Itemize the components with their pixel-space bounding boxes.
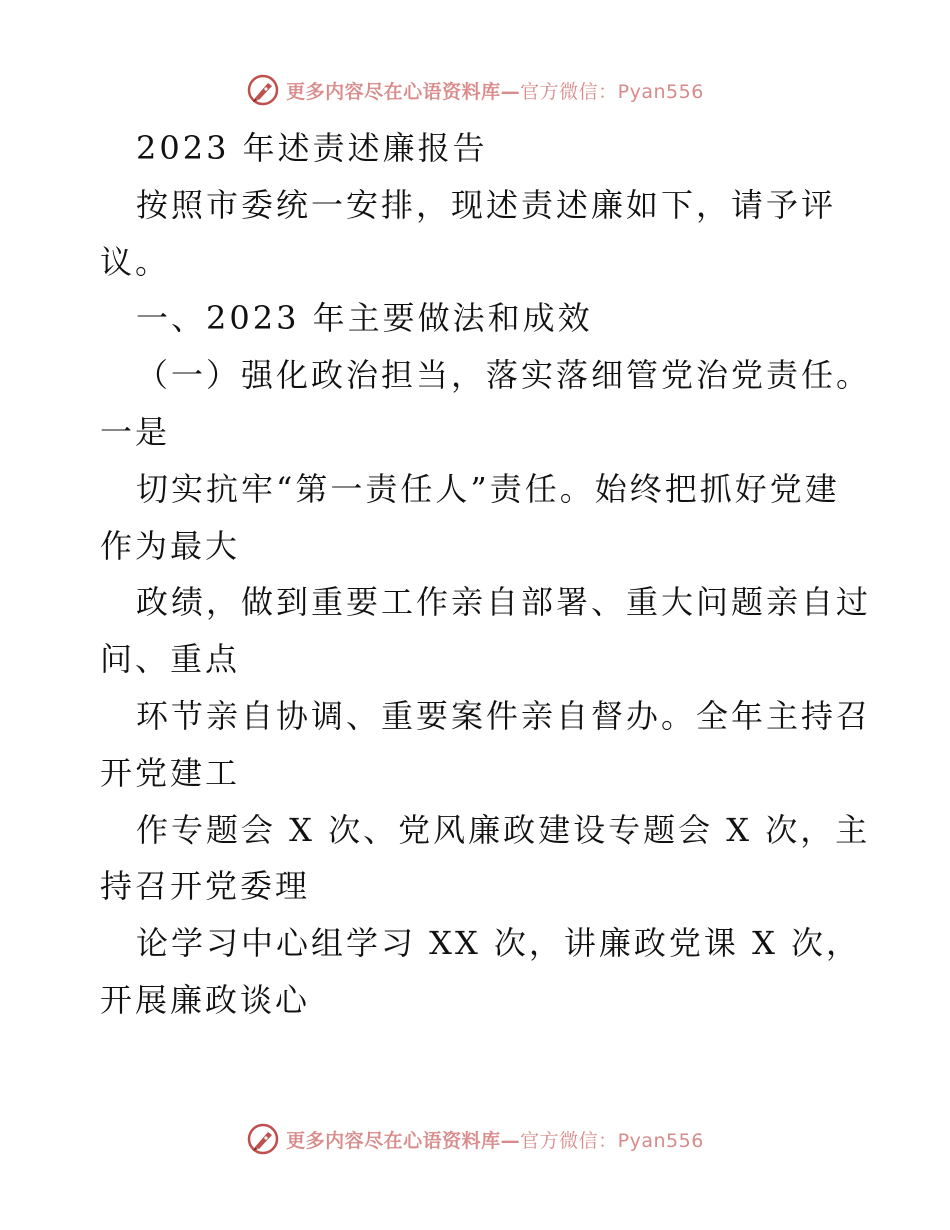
footer-banner <box>0 1119 950 1159</box>
section-heading: 一、2023 年主要做法和成效 <box>136 299 593 338</box>
paragraph-line: 一是 <box>100 412 171 451</box>
document-body <box>100 120 872 1029</box>
banner-sub-text: 官方微信：Pyan556 <box>520 1129 704 1152</box>
banner-text <box>286 1126 704 1153</box>
banner-main-text: 更多内容尽在心语资料库 <box>286 1129 501 1152</box>
paragraph-line: 作为最大 <box>100 526 241 565</box>
paragraph-line: 切实抗牢“第一责任人”责任。始终把抓好党建 <box>136 469 840 508</box>
banner-dash: — <box>500 80 521 103</box>
paragraph-line: 按照市委统一安排，现述责述廉如下，请予评 <box>136 185 837 224</box>
paragraph-line: 开展廉政谈心 <box>100 980 311 1019</box>
header-banner <box>0 70 950 110</box>
banner-sub-text: 官方微信：Pyan556 <box>520 80 704 103</box>
paragraph-line: 开党建工 <box>100 753 241 792</box>
paragraph-line: 政绩，做到重要工作亲自部署、重大问题亲自过 <box>136 583 872 622</box>
banner-text <box>286 77 704 104</box>
pen-logo-icon <box>246 1122 280 1156</box>
pen-logo-icon <box>246 73 280 107</box>
paragraph-line: 论学习中心组学习 XX 次，讲廉政党课 X 次， <box>136 924 862 963</box>
banner-dash: — <box>500 1129 521 1152</box>
subsection-heading: （一）强化政治担当，落实落细管党治党责任。 <box>136 356 872 395</box>
paragraph-line: 环节亲自协调、重要案件亲自督办。全年主持召 <box>136 696 872 735</box>
paragraph-line: 作专题会 X 次、党风廉政建设专题会 X 次，主 <box>136 810 871 849</box>
paragraph-line: 持召开党委理 <box>100 867 311 906</box>
paragraph-line: 议。 <box>100 242 171 281</box>
paragraph-line: 问、重点 <box>100 640 241 679</box>
banner-main-text: 更多内容尽在心语资料库 <box>286 80 501 103</box>
document-title: 2023 年述责述廉报告 <box>136 129 488 167</box>
